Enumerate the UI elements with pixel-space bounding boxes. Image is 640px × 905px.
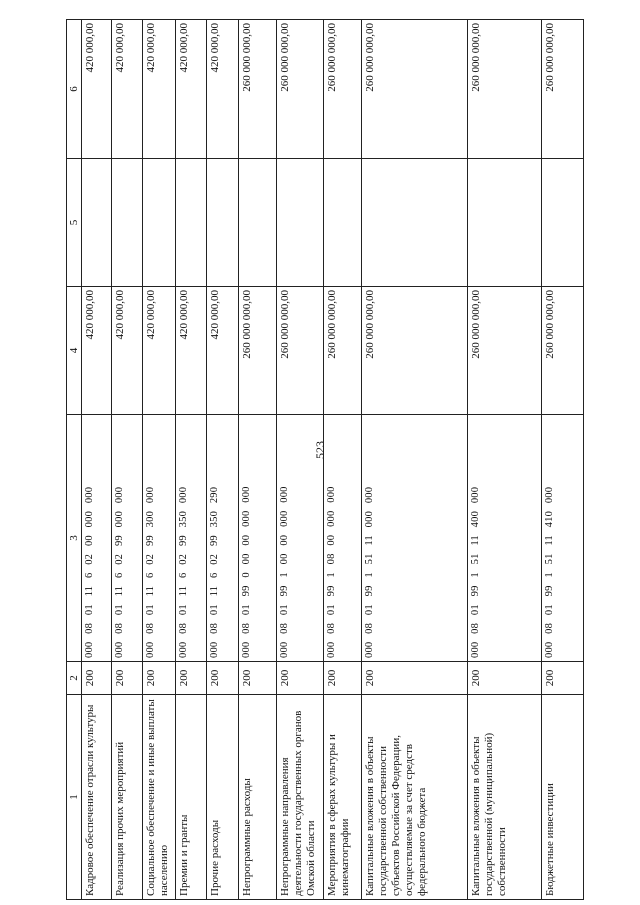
row-col4: 420 000,00 xyxy=(82,287,112,415)
row-name: Социальное обеспечение и иные выплаты населению xyxy=(143,695,176,900)
table-row xyxy=(324,20,362,900)
row-col5 xyxy=(239,159,277,287)
table-row xyxy=(143,20,176,900)
row-kbk: 000 08 01 99 1 08 00 000 000 xyxy=(324,415,362,662)
row-code: 200 xyxy=(207,662,239,695)
row-col4: 260 000 000,00 xyxy=(239,287,277,415)
row-col5 xyxy=(207,159,239,287)
row-kbk: 000 08 01 99 1 51 11 410 000 xyxy=(541,415,583,662)
row-kbk: 000 08 01 99 1 00 00 000 000 xyxy=(277,415,324,662)
column-header: 1 xyxy=(67,695,82,900)
table-row xyxy=(362,20,467,900)
row-name: Бюджетные инвестиции xyxy=(541,695,583,900)
row-name: Кадровое обеспечение отрасли культуры xyxy=(82,695,112,900)
row-code: 200 xyxy=(143,662,176,695)
row-col5 xyxy=(467,159,541,287)
row-col6: 420 000,00 xyxy=(143,20,176,159)
row-col4: 420 000,00 xyxy=(111,287,143,415)
row-col5 xyxy=(277,159,324,287)
row-col6: 260 000 000,00 xyxy=(541,20,583,159)
row-col6: 260 000 000,00 xyxy=(239,20,277,159)
row-code: 200 xyxy=(239,662,277,695)
budget-table xyxy=(66,19,584,900)
row-col6: 420 000,00 xyxy=(207,20,239,159)
row-kbk: 000 08 01 99 1 51 11 000 000 xyxy=(362,415,467,662)
row-code: 200 xyxy=(467,662,541,695)
row-kbk: 000 08 01 11 6 02 99 350 000 xyxy=(175,415,207,662)
table-row xyxy=(467,20,541,900)
row-code: 200 xyxy=(111,662,143,695)
table-row xyxy=(239,20,277,900)
table-row xyxy=(541,20,583,900)
table-row xyxy=(277,20,324,900)
row-col6: 260 000 000,00 xyxy=(277,20,324,159)
row-name: Капитальные вложения в объекты государственной (муниципальной) собственности xyxy=(467,695,541,900)
row-kbk: 000 08 01 11 6 02 99 300 000 xyxy=(143,415,176,662)
row-name: Непрограммные расходы xyxy=(239,695,277,900)
table-row xyxy=(207,20,239,900)
row-col4: 260 000 000,00 xyxy=(362,287,467,415)
header-row xyxy=(67,20,82,900)
row-col5 xyxy=(541,159,583,287)
row-code: 200 xyxy=(362,662,467,695)
row-col5 xyxy=(111,159,143,287)
row-code: 200 xyxy=(277,662,324,695)
row-name: Непрограммные направления деятельности государственных органов Омской области xyxy=(277,695,324,900)
column-header: 5 xyxy=(67,159,82,287)
row-code: 200 xyxy=(541,662,583,695)
row-col4: 420 000,00 xyxy=(143,287,176,415)
row-code: 200 xyxy=(324,662,362,695)
row-col6: 260 000 000,00 xyxy=(324,20,362,159)
rotated-page xyxy=(66,20,584,900)
row-name: Реализация прочих мероприятий xyxy=(111,695,143,900)
row-col5 xyxy=(82,159,112,287)
column-header: 6 xyxy=(67,20,82,159)
table-row xyxy=(111,20,143,900)
row-col6: 420 000,00 xyxy=(82,20,112,159)
row-col5 xyxy=(175,159,207,287)
row-col4: 260 000 000,00 xyxy=(277,287,324,415)
row-name: Мероприятия в сферах культуры и кинематографии xyxy=(324,695,362,900)
row-name: Прочие расходы xyxy=(207,695,239,900)
row-col6: 260 000 000,00 xyxy=(467,20,541,159)
row-kbk: 000 08 01 99 1 51 11 400 000 xyxy=(467,415,541,662)
row-col6: 260 000 000,00 xyxy=(362,20,467,159)
row-col4: 260 000 000,00 xyxy=(541,287,583,415)
column-header: 4 xyxy=(67,287,82,415)
row-col4: 420 000,00 xyxy=(207,287,239,415)
table-row xyxy=(175,20,207,900)
row-col5 xyxy=(324,159,362,287)
row-name: Премии и гранты xyxy=(175,695,207,900)
column-header: 3 xyxy=(67,415,82,662)
row-kbk: 000 08 01 11 6 02 99 350 290 xyxy=(207,415,239,662)
row-col4: 420 000,00 xyxy=(175,287,207,415)
row-code: 200 xyxy=(175,662,207,695)
row-kbk: 000 08 01 11 6 02 99 000 000 xyxy=(111,415,143,662)
row-col5 xyxy=(143,159,176,287)
row-col6: 420 000,00 xyxy=(175,20,207,159)
page-number: 523 xyxy=(313,441,327,459)
row-col6: 420 000,00 xyxy=(111,20,143,159)
row-col4: 260 000 000,00 xyxy=(467,287,541,415)
row-col5 xyxy=(362,159,467,287)
row-kbk: 000 08 01 11 6 02 00 000 000 xyxy=(82,415,112,662)
row-code: 200 xyxy=(82,662,112,695)
row-name: Капитальные вложения в объекты государственной собственности субъектов Российской Федерации, осуществляемые за счет средств федерального бюджета xyxy=(362,695,467,900)
row-kbk: 000 08 01 99 0 00 00 000 000 xyxy=(239,415,277,662)
table-row xyxy=(82,20,112,900)
row-col4: 260 000 000,00 xyxy=(324,287,362,415)
column-header: 2 xyxy=(67,662,82,695)
